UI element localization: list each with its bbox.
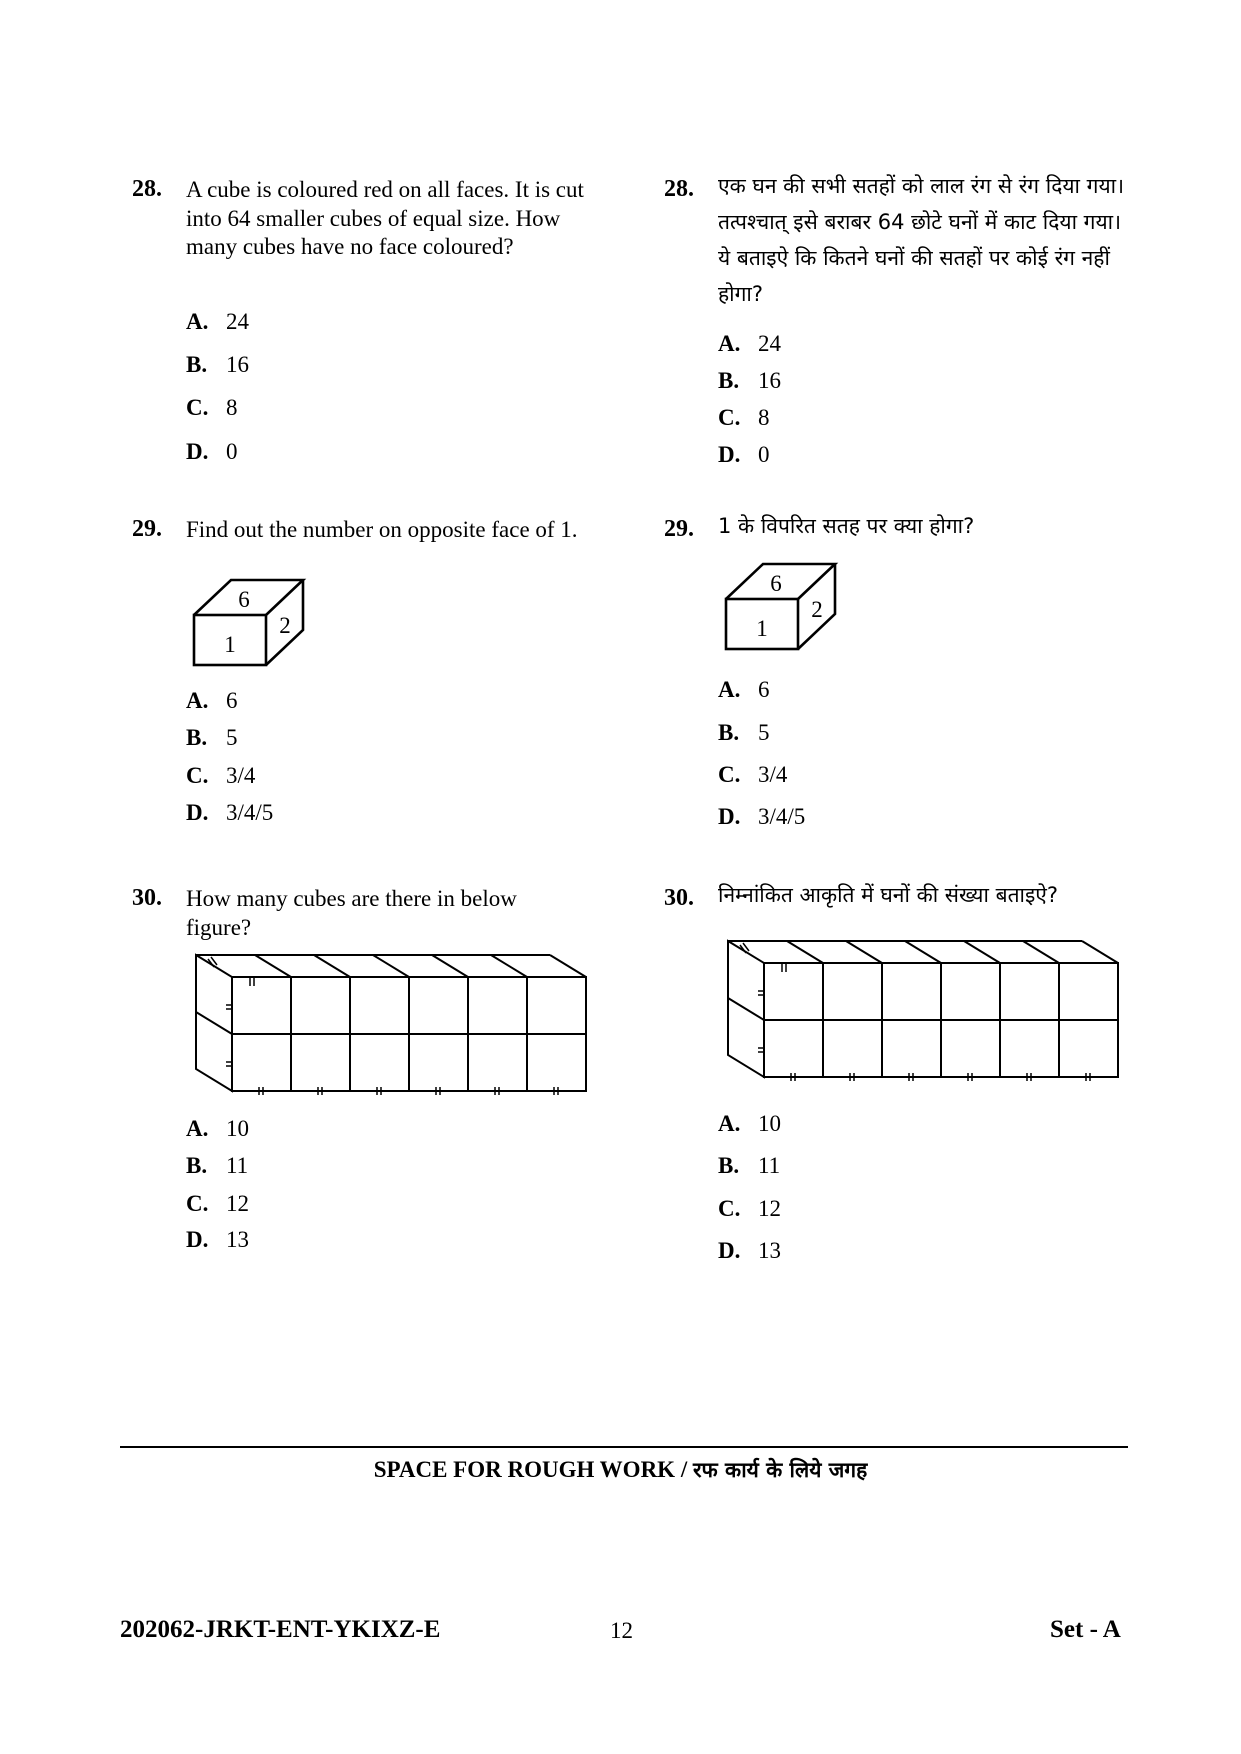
dice-front-number: 1	[224, 632, 236, 657]
option-b[interactable]: B. 5	[718, 720, 770, 745]
dice-figure	[722, 562, 852, 654]
option-a[interactable]: A. 10	[718, 1111, 781, 1136]
option-d[interactable]: D. 13	[186, 1227, 249, 1252]
question-text: How many cubes are there in below figure?	[186, 886, 517, 940]
option-b[interactable]: B. 16	[186, 352, 249, 377]
option-c[interactable]: C. 3/4	[186, 763, 256, 788]
dice-figure	[190, 578, 320, 670]
rough-work-divider	[120, 1446, 1128, 1448]
cube-stack-figure	[192, 951, 602, 1101]
question-number: 29.	[132, 516, 162, 542]
option-c[interactable]: C. 12	[718, 1196, 781, 1221]
option-d[interactable]: D. 0	[186, 439, 238, 464]
option-c[interactable]: C. 12	[186, 1191, 249, 1216]
set-label: Set - A	[1050, 1616, 1121, 1643]
option-d[interactable]: D. 3/4/5	[718, 804, 806, 829]
option-a[interactable]: A. 6	[186, 688, 238, 713]
option-c[interactable]: C. 8	[718, 405, 770, 430]
option-b[interactable]: B. 5	[186, 725, 238, 750]
question-number: 30.	[132, 885, 162, 911]
dice-top-number: 6	[770, 571, 782, 596]
option-b[interactable]: B. 11	[186, 1153, 249, 1178]
dice-top-number: 6	[238, 587, 250, 612]
question-text: 1 के विपरित सतह पर क्या होगा?	[718, 514, 975, 538]
option-d[interactable]: D. 3/4/5	[186, 800, 274, 825]
dice-front-number: 1	[756, 616, 768, 641]
cube-stack-figure	[724, 937, 1134, 1087]
option-b[interactable]: B. 16	[718, 368, 781, 393]
question-text: Find out the number on opposite face of 1.	[186, 517, 578, 542]
option-a[interactable]: A. 10	[186, 1116, 249, 1141]
page-number: 12	[610, 1618, 633, 1643]
question-text: निम्नांकित आकृति में घनों की संख्या बताइऐ?	[718, 883, 1059, 907]
rough-work-label-en: SPACE FOR ROUGH WORK /	[373, 1457, 693, 1482]
option-b[interactable]: B. 11	[718, 1153, 781, 1178]
question-text: एक घन की सभी सतहों को लाल रंग से रंग दिया गया। तत्पश्चात् इसे बराबर 64 छोटे घनों में काट दिया गया। ये बताइऐ कि कितने घनों की सतहों पर कोई रंग नहीं होगा?	[718, 174, 1125, 306]
question-text: A cube is coloured red on all faces. It is cut into 64 smaller cubes of equal size. How many cubes have no face coloured?	[186, 177, 584, 259]
rough-work-label-hi: रफ कार्य के लिये जगह	[692, 1458, 868, 1482]
option-d[interactable]: D. 0	[718, 442, 770, 467]
option-c[interactable]: C. 3/4	[718, 762, 788, 787]
dice-side-number: 2	[279, 613, 291, 638]
question-number: 30.	[664, 885, 694, 911]
rough-work-label	[0, 1456, 1241, 1484]
option-a[interactable]: A. 6	[718, 677, 770, 702]
question-number: 28.	[664, 176, 694, 202]
question-number: 29.	[664, 516, 694, 542]
option-c[interactable]: C. 8	[186, 395, 238, 420]
option-a[interactable]: A. 24	[186, 309, 249, 334]
option-a[interactable]: A. 24	[718, 331, 781, 356]
dice-side-number: 2	[811, 597, 823, 622]
question-number: 28.	[132, 176, 162, 202]
paper-code: 202062-JRKT-ENT-YKIXZ-E	[120, 1616, 441, 1643]
option-d[interactable]: D. 13	[718, 1238, 781, 1263]
